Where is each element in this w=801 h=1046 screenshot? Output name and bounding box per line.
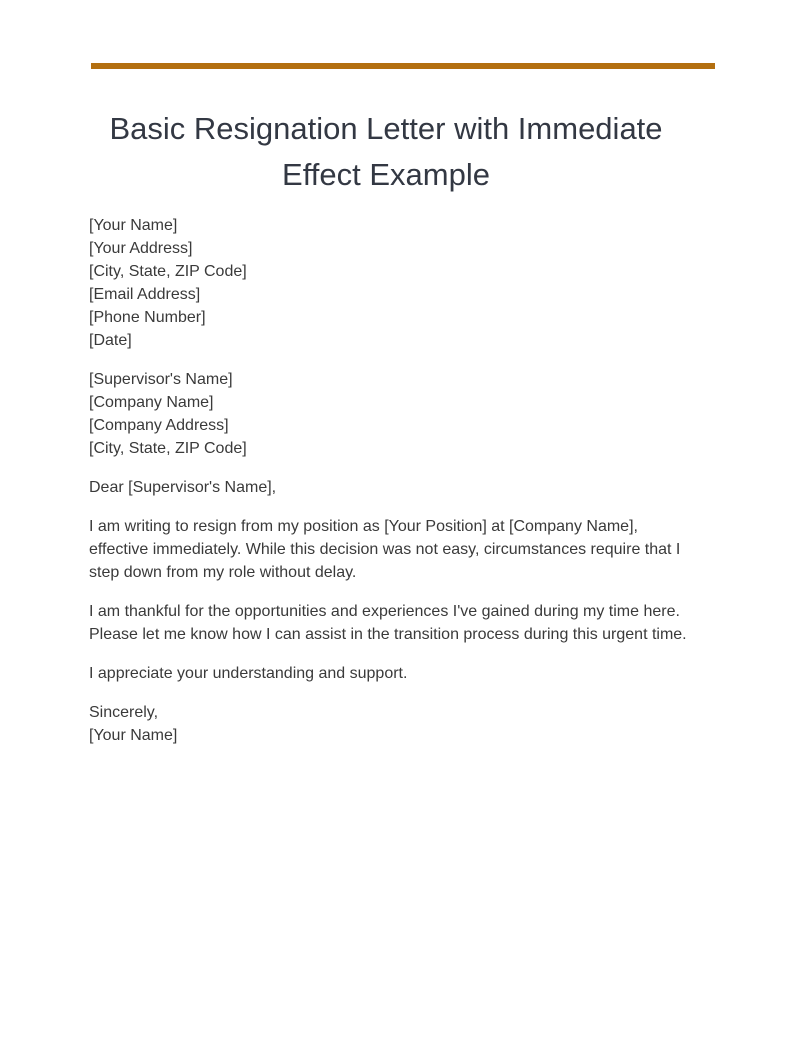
body-paragraph-2: I am thankful for the opportunities and experiences I've gained during my time here. Please let me know how I can assist in the transition process during this urgent time. bbox=[89, 603, 687, 643]
sender-block bbox=[89, 214, 689, 352]
salutation: Dear [Supervisor's Name], bbox=[89, 479, 277, 496]
title-line-1: Basic Resignation Letter with Immediate bbox=[109, 111, 663, 146]
body-paragraph-3: I appreciate your understanding and support. bbox=[89, 665, 408, 682]
sender-phone: [Phone Number] bbox=[89, 309, 206, 326]
recipient-company: [Company Name] bbox=[89, 394, 214, 411]
sender-address: [Your Address] bbox=[89, 240, 193, 257]
page-title bbox=[91, 106, 681, 198]
closing: Sincerely, bbox=[89, 704, 159, 721]
recipient-city-state-zip: [City, State, ZIP Code] bbox=[89, 440, 247, 457]
sender-name: [Your Name] bbox=[89, 217, 178, 234]
sender-city-state-zip: [City, State, ZIP Code] bbox=[89, 263, 247, 280]
body-paragraph-1: I am writing to resign from my position as [Your Position] at [Company Name], effective immediately. While this decision was not easy, circumstances require that I step down from my role without delay. bbox=[89, 518, 681, 581]
letter-body bbox=[89, 214, 689, 763]
title-line-2: Effect Example bbox=[282, 157, 490, 192]
signature-name: [Your Name] bbox=[89, 727, 178, 744]
recipient-block bbox=[89, 368, 689, 460]
recipient-address: [Company Address] bbox=[89, 417, 229, 434]
sender-email: [Email Address] bbox=[89, 286, 201, 303]
top-accent-rule bbox=[91, 63, 715, 69]
letter-date: [Date] bbox=[89, 332, 132, 349]
closing-block bbox=[89, 701, 689, 747]
recipient-name: [Supervisor's Name] bbox=[89, 371, 233, 388]
